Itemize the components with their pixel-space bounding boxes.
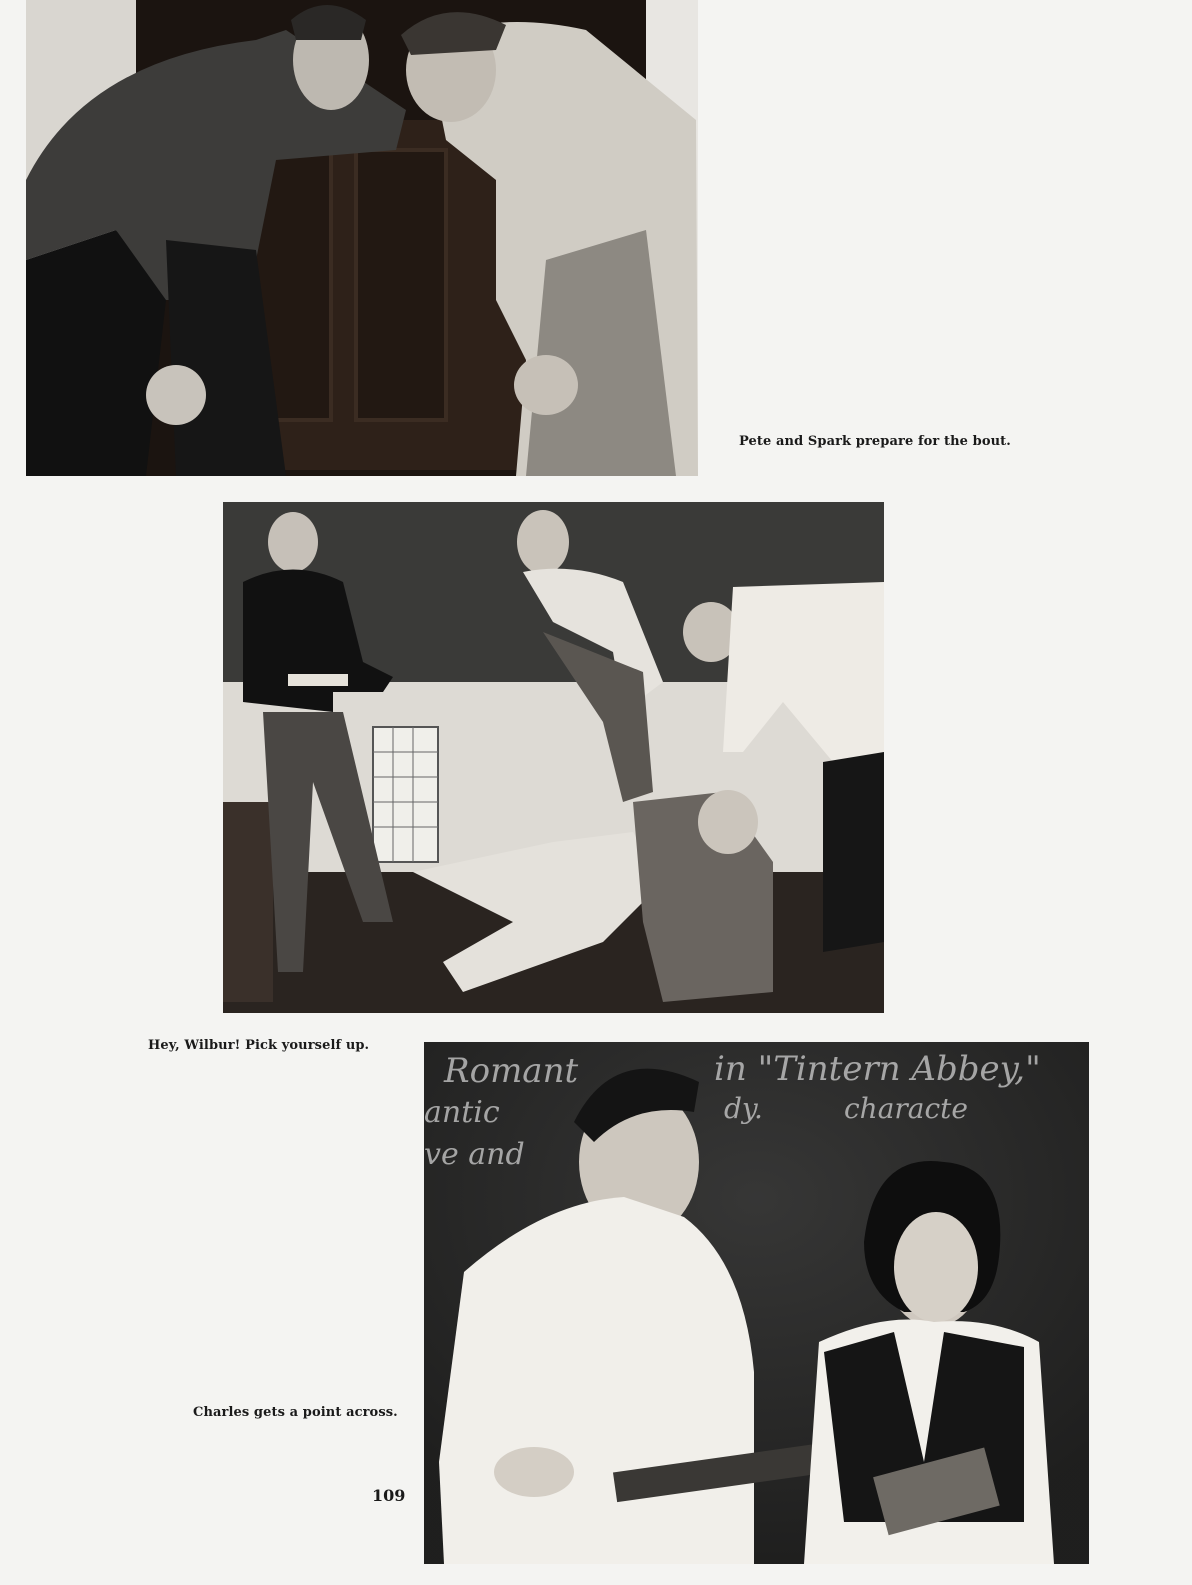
page-number: 109 [372, 1486, 406, 1505]
chalk-line-5: characte [844, 1092, 968, 1125]
chalk-line-1: Romant [444, 1051, 579, 1091]
chalk-line-2: in "Tintern Abbey," [714, 1049, 1041, 1089]
charles-blackboard-image [424, 1042, 1089, 1564]
wrestlers-door-image [26, 0, 698, 476]
photo-charles-blackboard [424, 1042, 1089, 1564]
chalk-line-3: antic [424, 1095, 500, 1130]
chalk-line-6: ve and [424, 1137, 525, 1172]
photo-wrestlers-door [26, 0, 698, 476]
caption-wilbur-floor: Hey, Wilbur! Pick yourself up. [148, 1038, 370, 1053]
caption-charles-blackboard: Charles gets a point across. [193, 1405, 398, 1420]
photo-wilbur-floor [223, 502, 884, 1013]
wilbur-floor-image [223, 502, 884, 1013]
chalk-line-4: dy. [724, 1092, 763, 1125]
caption-wrestlers-door: Pete and Spark prepare for the bout. [739, 434, 1011, 449]
